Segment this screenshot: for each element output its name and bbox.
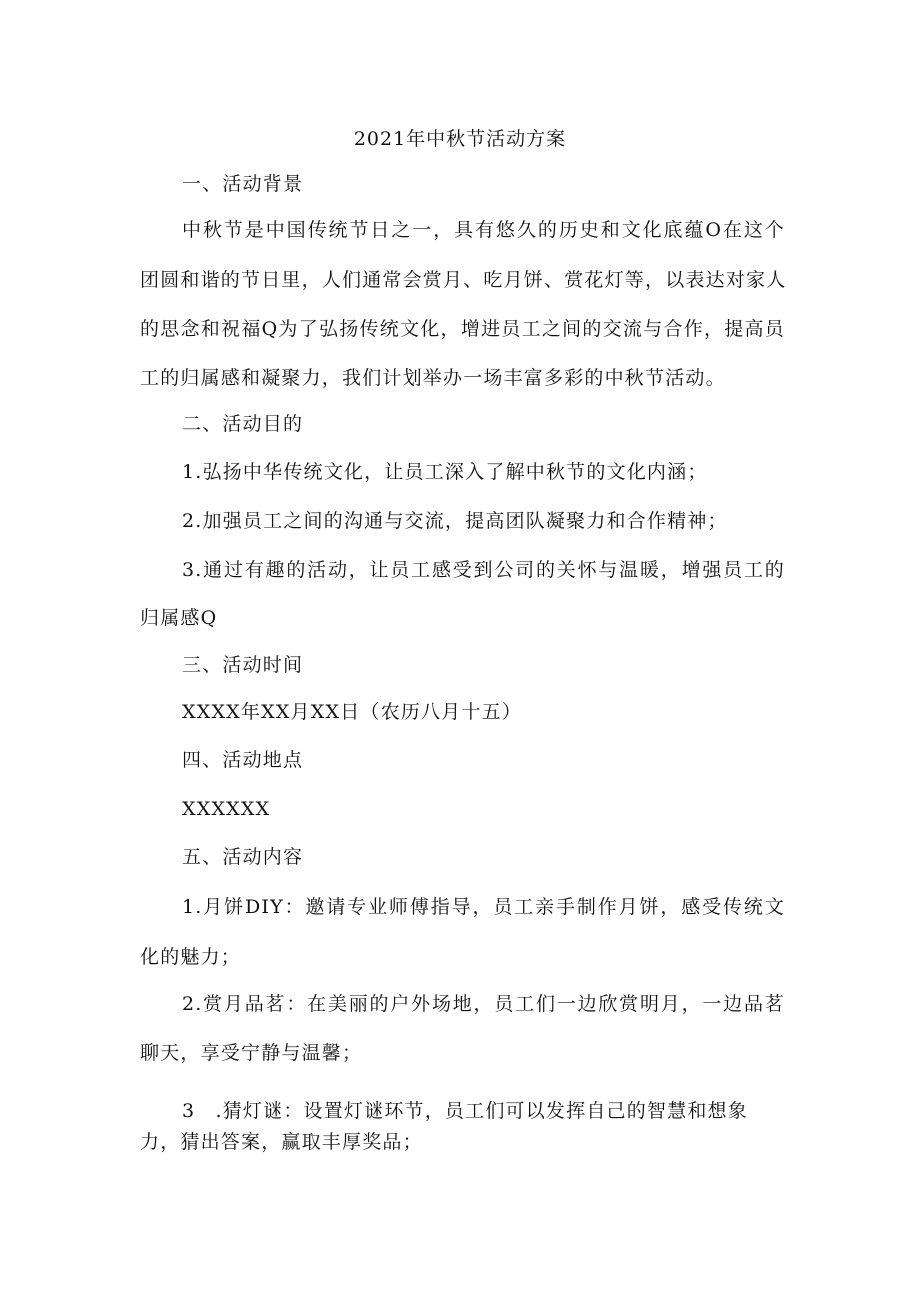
section-heading-time: 三、活动时间: [182, 654, 304, 676]
list-item-continuation: 化的魅力；: [140, 946, 242, 968]
section-heading-content: 五、活动内容: [182, 846, 304, 868]
activity-time-value: XXXX年XX月XX日（农历八月十五）: [182, 701, 523, 723]
activity-place-value: XXXXXX: [182, 798, 271, 820]
list-item-continuation: 归属感Q: [140, 607, 218, 629]
section-heading-background: 一、活动背景: [182, 173, 304, 195]
list-item: 3 .猜灯谜：设置灯谜环节，员工们可以发挥自己的智慧和想象: [182, 1100, 748, 1122]
paragraph-line: 的思念和祝福Q为了弘扬传统文化，增进员工之间的交流与合作，提高员: [140, 318, 785, 340]
list-item: 2.加强员工之间的沟通与交流，提高团队凝聚力和合作精神；: [182, 510, 728, 532]
list-item: 3.通过有趣的活动，让员工感受到公司的关怀与温暖，增强员工的: [182, 559, 785, 581]
list-item-continuation: 聊天，享受宁静与温馨；: [140, 1042, 363, 1064]
list-item-continuation: 力，猜出答案，赢取丰厚奖品；: [140, 1131, 423, 1153]
list-item: 2.赏月品茗：在美丽的户外场地，员工们一边欣赏明月，一边品茗: [182, 993, 785, 1015]
paragraph-line: 中秋节是中国传统节日之一，具有悠久的历史和文化底蕴O在这个: [182, 219, 785, 241]
list-item: 1.月饼DIY：邀请专业师傅指导，员工亲手制作月饼，感受传统文: [182, 896, 785, 918]
section-heading-purpose: 二、活动目的: [182, 413, 304, 435]
paragraph-line: 工的归属感和凝聚力，我们计划举办一场丰富多彩的中秋节活动。: [140, 367, 726, 389]
paragraph-line: 团圆和谐的节日里，人们通常会赏月、吃月饼、赏花灯等，以表达对家人: [140, 269, 787, 291]
section-heading-place: 四、活动地点: [182, 749, 304, 771]
list-item: 1.弘扬中华传统文化，让员工深入了解中秋节的文化内涵；: [182, 461, 708, 483]
document-title: 2021年中秋节活动方案: [353, 128, 567, 150]
